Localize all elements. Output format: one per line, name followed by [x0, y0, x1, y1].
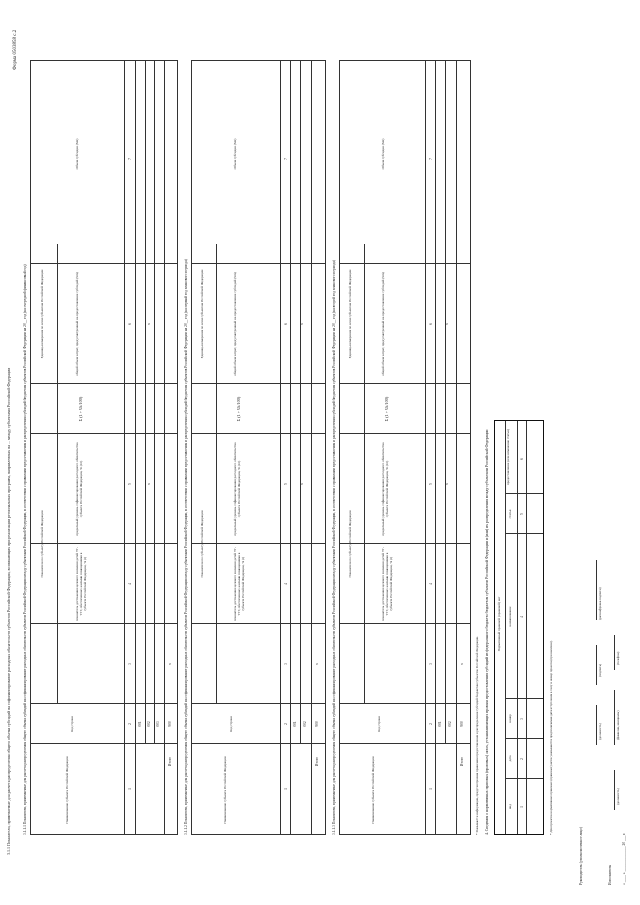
table2-title: 3.1.1.2 Показатели, применяемые для расчета распределения общего объема субсидий на софинансирование расходных обязательств субъектов Российской Федерации между субъектами Российской Федерации, в соответствии с правилами предоставления и распределения субсидий бюджетам субъектов Российской Федерации на 20__ год (на первый год планового периода) [184, 259, 188, 835]
footnote-2: * Для проектов нормативных правовых (правовых) актов указываются предполагаемая дата вступления в силу и номер проекта (при наличии). [549, 640, 553, 835]
formula: Σ (1 + Ui/100) [384, 396, 389, 422]
group1-header: Показатели по субъекту Российской Федерации [40, 510, 44, 578]
col7-header: Объем субсидии (Sm) [75, 138, 79, 170]
col-code-header: Код строки [70, 716, 74, 732]
group2-header: Единицы измерения по всем субъектам Российской Федерации [40, 269, 44, 359]
section-title: 3.1.1 Показатели, применяемые для расчета распределения общего объема субсидий на софинансирование расходных обязательств субъектов Российской Федерации, возникающих при реализации региональных программ, направленных на ... между субъектами Российской Федерации [6, 367, 11, 855]
section4-group: Нормативный правовой (правовой) акт [497, 596, 501, 652]
table2: Наименование субъекта Российской Федерации Код строки Показатели по субъекту Российской Федерации Единицы измерения по всем субъектам Российской Федерации показатель достижения целевого значения детей ТГ-ТГГ, обеспеченных жилыми помещениями в субъекте Российской Федерации, % (i) предельный уровень софинансирования расходного обязательства субъекта Российской Федерации, % (Ui) Σ (1 + Ui/100) общий объем затрат, предусмотренный на предоставление субсидий (Sm) Объем субсидии (Sm) 1 2 3 4 5 6 7 001 002 Итого 900 x x x [191, 60, 326, 835]
col-name-header: Наименование субъекта Российской Федерации [65, 756, 69, 824]
table1-title: 3.1.1.1 Показатели, применяемые для расчета распределения общего объема субсидий на софинансирование расходных обязательств субъектов Российской Федерации между субъектами Российской Федерации, в соответствии с правилами предоставления и распределения субсидий бюджетам субъектов Российской Федерации на 20__ год (на очередной финансовый год) [23, 264, 27, 835]
col6-header: общий объем затрат, предусмотренный на предоставление субсидий (Sm) [75, 272, 79, 376]
footnote-1: * Указывается информация, предусмотренная правилами предоставления и распределения субсидий бюджетам субъектов Российской Федерации. [475, 636, 479, 835]
formula: Σ (1 + Ui/100) [78, 396, 83, 422]
rotated-page: 3.1.1 Показатели, применяемые для расчета распределения общего объема субсидий на софинансирование расходных обязательств субъектов Российской Федерации, возникающих при реализации региональных программ, направленных на ... между субъектами Российской Федерации Форма 0503858 с.2 3.1.1.1 Показатели, применяемые для расчета распределения общего объема субсидий на софинансирование расходных обязательств субъектов Российской Федерации между субъектами Российской Федерации, в соответствии с правилами предоставления и распределения субсидий бюджетам субъектов Российской Федерации на 20__ год (на очередной финансовый год) Наименование субъекта Российской Федерации Код строки Показатели по субъекту Российской Федерации Единицы измерения по всем субъектам Российской Федерации показатель достижения целевого значения детей ТГ-ТГГ, обеспеченных жилыми помещениями в субъекте Российской Федерации, % (i) предельный уровень софинансирования расходного обязательства субъекта Российской Федерации, % (Ui) Σ (1 + Ui/100) общий объем затрат, предусмотренный на предоставление субсидий (Sm) Объем субсидии (Sm) 1 2 3 4 5 6 7 001 002 003 Итого 900 x x x 3.1.1.2 Показатели, применяемые для расчета распределения общего объема субсидий на софинансирование расходных обязательств субъектов Российской Федерации между субъектами Российской Федерации, в соответствии с правилами предоставления и распределения субсидий бюджетам субъектов Российской Федерации на 20__ год (на первый год планового периода) Наименование субъекта Российской Федерации Код строки Показатели по субъекту Российской Федерации Единицы измерения по всем субъектам Российской Федерации показатель достижения целевого значения детей ТГ-ТГГ, обеспеченных жилыми помещениями в субъекте Российской Федерации, % (i) предельный уровень софинансирования расходного обязательства субъекта Российской Федерации, % (Ui) Σ (1 + Ui/100) общий объем затрат, предусмотренный на предоставление субсидий (Sm) Объем субсидии (Sm) 1 2 3 4 5 6 7 001 002 Итого 900 x x x 3.1.1.3 Показатели, применяемые для расчета распределения общего объема субсидий на софинансирование расходных обязательств субъектов Российской Федерации между субъектами Российской Федерации, в соответствии с правилами предоставления и распределения субсидий бюджетам субъектов Российской Федерации на 20__ год (на второй год планового периода) Наименование субъекта Российской Федерации Код строки Показатели по субъекту Российской Федерации Единицы измерения по всем субъектам Российской Федерации показатель достижения целевого значения детей ТГ-ТГГ, обеспеченных жилыми помещениями в субъекте Российской Федерации, % (i) предельный уровень софинансирования расходного обязательства субъекта Российской Федерации, % (Ui) Σ (1 + Ui/100) общий объем затрат, предусмотренный на предоставление субсидий (Sm) Объем субсидии (Sm) 1 2 3 4 5 6 7 001 002 Итого 900 x x x * Указывается информация, предусмотренная правилами предоставления и распределения субсидий бюджетам субъектов Российской Федерации. 4. Сведения о нормативных правовых (правовых) актах, устанавливающих правила предоставления субсидий из федерального бюджета бюджетам субъектов Российской Федерации и (или) их распределения между субъектами Российской Федерации Нормативный правовой (правовой) акт вид дата номер наименование статья предоставление (или изменение статьи) 1 2 3 4 5 6 * Для проектов нормативных правовых (правовых) актов указываются предполагаемая дата вступления в силу и номер проекта (при наличии). Руководитель (уполномоченное лицо) (должность) (подпись) (расшифровка подписи) Исполнитель (должность) (фамилия, инициалы) (телефон) « ____ » ______________ 20 ___ г. [6, 29, 626, 885]
date-line: « ____ » ______________ 20 ___ г. [622, 832, 626, 885]
table3: Наименование субъекта Российской Федерации Код строки Показатели по субъекту Российской Федерации Единицы измерения по всем субъектам Российской Федерации показатель достижения целевого значения детей ТГ-ТГГ, обеспеченных жилыми помещениями в субъекте Российской Федерации, % (i) предельный уровень софинансирования расходного обязательства субъекта Российской Федерации, % (Ui) Σ (1 + Ui/100) общий объем затрат, предусмотренный на предоставление субсидий (Sm) Объем субсидии (Sm) 1 2 3 4 5 6 7 001 002 Итого 900 x x x [339, 60, 471, 835]
table3-title: 3.1.1.3 Показатели, применяемые для расчета распределения общего объема субсидий на софинансирование расходных обязательств субъектов Российской Федерации между субъектами Российской Федерации, в соответствии с правилами предоставления и распределения субсидий бюджетам субъектов Российской Федерации на 20__ год (на второй год планового периода) [332, 260, 336, 835]
col4-header: предельный уровень софинансирования расходного обязательства субъекта Российской Федерации, % (Ui) [75, 442, 83, 536]
formula: Σ (1 + Ui/100) [236, 396, 241, 422]
form-code: Форма 0503858 с.2 [13, 29, 18, 70]
section4-title: 4. Сведения о нормативных правовых (правовых) актах, устанавливающих правила предоставления субсидий из федерального бюджета бюджетам субъектов Российской Федерации и (или) их распределения между субъектами Российской Федерации [485, 429, 489, 835]
table1: Наименование субъекта Российской Федерации Код строки Показатели по субъекту Российской Федерации Единицы измерения по всем субъектам Российской Федерации показатель достижения целевого значения детей ТГ-ТГГ, обеспеченных жилыми помещениями в субъекте Российской Федерации, % (i) предельный уровень софинансирования расходного обязательства субъекта Российской Федерации, % (Ui) Σ (1 + Ui/100) общий объем затрат, предусмотренный на предоставление субсидий (Sm) Объем субсидии (Sm) 1 2 3 4 5 6 7 001 002 003 Итого 900 x x x [30, 60, 178, 835]
executor-label: Исполнитель [608, 864, 612, 885]
section4-table: Нормативный правовой (правовой) акт вид дата номер наименование статья предоставление (или изменение статьи) 1 2 3 4 5 6 [494, 420, 544, 835]
head-label: Руководитель (уполномоченное лицо) [579, 826, 583, 885]
col3-header: показатель достижения целевого значения детей ТГ-ТГГ, обеспеченных жилыми помещениями в субъекте Российской Федерации, % (i) [75, 547, 87, 621]
